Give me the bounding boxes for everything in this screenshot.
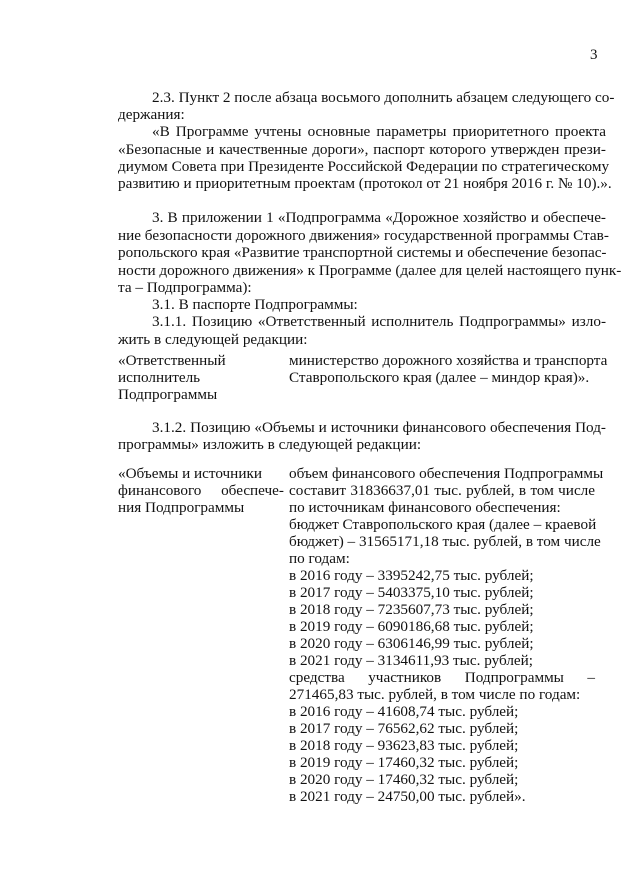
table2-right-line: в 2016 году – 3395242,75 тыс. рублей; xyxy=(289,567,534,584)
table1-left-line: «Ответственный xyxy=(118,352,226,369)
table2-right-line: объем финансового обеспечения Подпрограммы xyxy=(289,465,604,482)
table2-right-line: бюджет Ставропольского края (далее – краевой xyxy=(289,516,597,533)
quote-line: «Безопасные и качественные дороги», паспорт которого утвержден прези- xyxy=(118,141,606,158)
paragraph-3-1: 3.1. В паспорте Подпрограммы: xyxy=(152,296,358,313)
paragraph-3-line: 3. В приложении 1 «Подпрограмма «Дорожное хозяйство и обеспече- xyxy=(152,209,606,226)
quote-line: диумом Совета при Президенте Российской Федерации по стратегическому xyxy=(118,158,610,175)
table2-right-line: составит 31836637,01 тыс. рублей, в том числе xyxy=(289,482,595,499)
table2-right-line: 271465,83 тыс. рублей, в том числе по годам: xyxy=(289,686,581,703)
table2-right-line: в 2020 году – 6306146,99 тыс. рублей; xyxy=(289,635,534,652)
paragraph-3-line: та – Подпрограмма): xyxy=(118,279,252,296)
table2-left-line: финансового обеспече- xyxy=(118,482,284,499)
paragraph-3-line: ности дорожного движения» к Программе (далее для целей настоящего пунк- xyxy=(118,262,622,279)
paragraph-3-1-2-line: 3.1.2. Позицию «Объемы и источники финансового обеспечения Под- xyxy=(152,419,606,436)
table2-right-line: в 2016 году – 41608,74 тыс. рублей; xyxy=(289,703,519,720)
quote-line: «В Программе учтены основные параметры приоритетного проекта xyxy=(152,123,606,140)
table1-left-line: исполнитель xyxy=(118,369,201,386)
table2-right-line: по источникам финансового обеспечения: xyxy=(289,499,561,516)
table2-right-line: в 2017 году – 5403375,10 тыс. рублей; xyxy=(289,584,534,601)
table2-right-line: в 2021 году – 24750,00 тыс. рублей». xyxy=(289,788,526,805)
table2-right-line: в 2018 году – 7235607,73 тыс. рублей; xyxy=(289,601,534,618)
paragraph-3-1-2-line: программы» изложить в следующей редакции: xyxy=(118,436,422,453)
paragraph-3-line: ние безопасности дорожного движения» государственной программы Став- xyxy=(118,227,609,244)
table2-right-line: в 2017 году – 76562,62 тыс. рублей; xyxy=(289,720,519,737)
table2-right-line: в 2018 году – 93623,83 тыс. рублей; xyxy=(289,737,519,754)
table2-right-line: в 2019 году – 17460,32 тыс. рублей; xyxy=(289,754,519,771)
table2-right-line: в 2019 году – 6090186,68 тыс. рублей; xyxy=(289,618,534,635)
paragraph-3-1-1-line: 3.1.1. Позицию «Ответственный исполнитель Подпрограммы» изло- xyxy=(152,313,606,330)
table1-right-line: министерство дорожного хозяйства и транспорта xyxy=(289,352,608,369)
table2-right-line: в 2021 году – 3134611,93 тыс. рублей; xyxy=(289,652,534,669)
table1-left-line: Подпрограммы xyxy=(118,386,218,403)
table2-right-line: по годам: xyxy=(289,550,350,567)
page-number: 3 xyxy=(590,47,598,63)
paragraph-3-line: ропольского края «Развитие транспортной системы и обеспечение безопас- xyxy=(118,244,607,261)
paragraph-2-3-line: 2.3. Пункт 2 после абзаца восьмого дополнить абзацем следующего со- xyxy=(152,89,615,106)
table2-right-line: бюджет) – 31565171,18 тыс. рублей, в том числе xyxy=(289,533,601,550)
paragraph-3-1-1-line: жить в следующей редакции: xyxy=(118,331,308,348)
table1-right-line: Ставропольского края (далее – миндор края)». xyxy=(289,369,590,386)
table2-right-line: средства участников Подпрограммы – xyxy=(289,669,595,686)
table2-left-line: «Объемы и источники xyxy=(118,465,262,482)
table2-right-line: в 2020 году – 17460,32 тыс. рублей; xyxy=(289,771,519,788)
quote-line: развитию и приоритетным проектам (протокол от 21 ноября 2016 г. № 10).». xyxy=(118,175,612,192)
table2-left-line: ния Подпрограммы xyxy=(118,499,245,516)
paragraph-2-3-line: держания: xyxy=(118,106,185,123)
